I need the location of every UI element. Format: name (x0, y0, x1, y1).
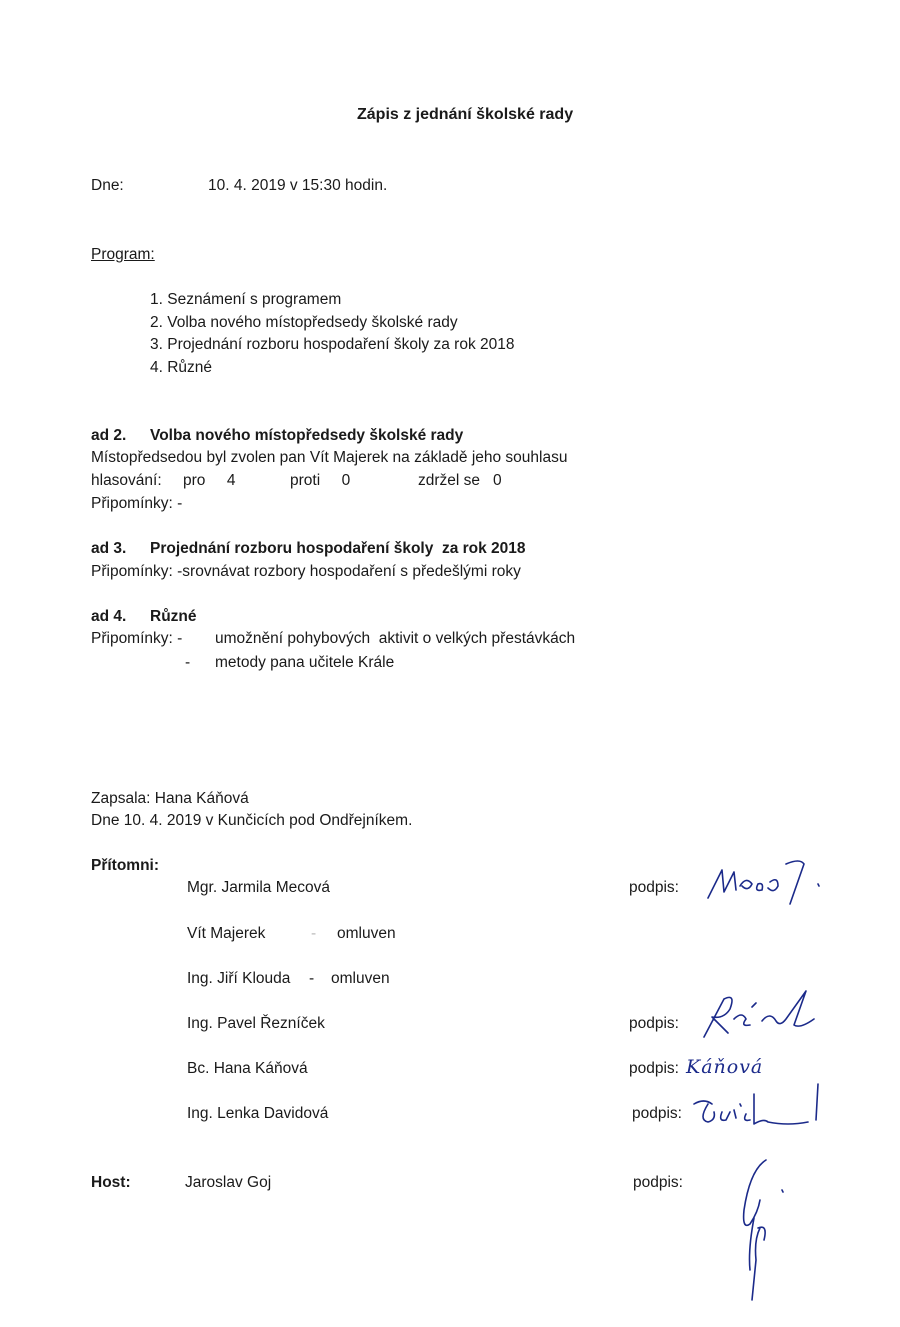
signature-mecova (700, 852, 830, 912)
section4-number: ad 4. (91, 608, 127, 625)
date-value: 10. 4. 2019 v 15:30 hodin. (208, 177, 388, 194)
section4-remarks-label: Připomínky: - (91, 630, 183, 647)
member-name: Ing. Lenka Davidová (187, 1105, 329, 1122)
section4-item: umožnění pohybových aktivit o velkých přestávkách (215, 630, 576, 647)
signature-goj (720, 1150, 810, 1310)
section2-title: Volba nového místopředsedy školské rady (150, 427, 464, 444)
guest-name: Jaroslav Goj (185, 1174, 272, 1191)
member-note: omluven (331, 970, 390, 987)
document-title: Zápis z jednání školské rady (357, 106, 574, 123)
program-heading: Program: (91, 246, 155, 263)
recorded-by: Zapsala: Hana Káňová (91, 790, 249, 807)
signature-kanova: Káňová (686, 1056, 764, 1078)
signature-label: podpis: (629, 1015, 679, 1032)
signature-label: podpis: (629, 1060, 679, 1077)
place-date: Dne 10. 4. 2019 v Kunčicích pod Ondřejníkem. (91, 812, 413, 829)
member-name: Vít Majerek (187, 925, 266, 942)
section2-vote-label: hlasování: (91, 472, 162, 489)
member-name: Ing. Jiří Klouda (187, 970, 291, 987)
section3-remarks: Připomínky: -srovnávat rozbory hospodaření s předešlými roky (91, 563, 521, 580)
program-item: 1. Seznámení s programem (150, 291, 342, 308)
member-dash: - (311, 925, 317, 942)
attendance-heading: Přítomni: (91, 857, 160, 874)
signature-reznicek (690, 985, 830, 1045)
section2-vote-proti: proti 0 (290, 472, 351, 489)
member-name: Mgr. Jarmila Mecová (187, 879, 330, 896)
member-dash: - (309, 970, 315, 987)
section4-item: metody pana učitele Krále (215, 654, 395, 671)
section2-vote-abstain: zdržel se 0 (418, 472, 502, 489)
guest-label: Host: (91, 1174, 131, 1191)
section3-number: ad 3. (91, 540, 127, 557)
signature-davidova (688, 1074, 838, 1134)
member-note: omluven (337, 925, 396, 942)
signature-label: podpis: (632, 1105, 682, 1122)
section2-number: ad 2. (91, 427, 127, 444)
program-item: 2. Volba nového místopředsedy školské rady (150, 314, 458, 331)
section2-remarks: Připomínky: - (91, 495, 183, 512)
member-name: Bc. Hana Káňová (187, 1060, 308, 1077)
section2-vote-pro: pro 4 (183, 472, 236, 489)
program-item: 3. Projednání rozboru hospodaření školy za rok 2018 (150, 336, 515, 353)
section3-title: Projednání rozboru hospodaření školy za rok 2018 (150, 540, 526, 557)
section4-dash: - (185, 654, 191, 671)
section4-title: Různé (150, 608, 197, 625)
program-item: 4. Různé (150, 359, 213, 376)
section2-text: Místopředsedou byl zvolen pan Vít Majerek na základě jeho souhlasu (91, 449, 568, 466)
member-name: Ing. Pavel Řezníček (187, 1015, 325, 1032)
signature-label: podpis: (629, 879, 679, 896)
signature-label: podpis: (633, 1174, 683, 1191)
date-label: Dne: (91, 177, 124, 194)
